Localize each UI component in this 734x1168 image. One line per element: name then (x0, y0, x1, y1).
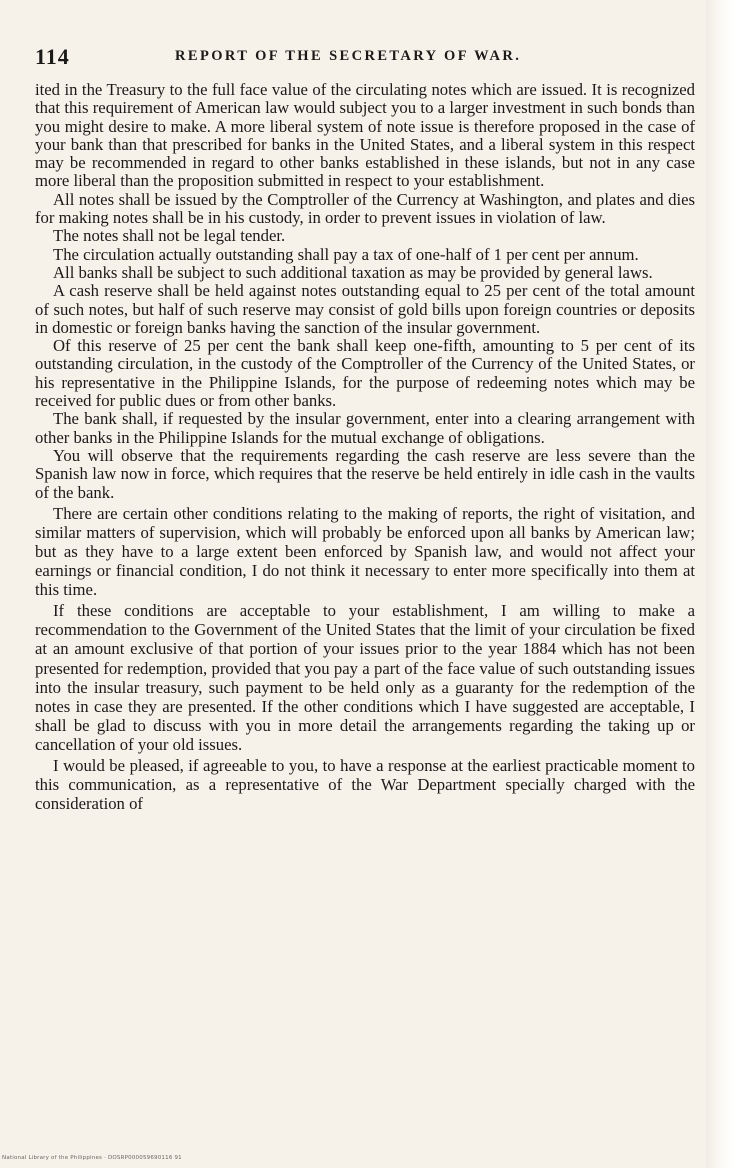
paragraph: You will observe that the requirements regarding the cash reserve are less severe than the Spanish law now in force, which requires that the reserve be held entirely in idle cash in the vaults of the bank. (35, 445, 695, 502)
page-edge (706, 0, 734, 1168)
page-header (35, 40, 690, 76)
paragraph: All notes shall be issued by the Comptroller of the Currency at Washington, and plates and dies for making notes shall be in his custody, in order to prevent issues in violation of law. (35, 189, 695, 228)
page-number: 114 (35, 44, 70, 69)
paragraph: ited in the Treasury to the full face value of the circulating notes which are issued. It is recognized that this requirement of American law would subject you to a larger investment in such bonds than you might desire to make. A more liberal system of note issue is therefore proposed in the case of your bank than that prescribed for banks in the United States, and a liberal system in this respect may be recommended in regard to other banks established in these islands, but not in any case more liberal than the proposition submitted in respect to your establishment. (35, 80, 695, 191)
paragraph: The bank shall, if requested by the insular government, enter into a clearing arrangement with other banks in the Philippine Islands for the mutual exchange of obligations. (35, 409, 695, 447)
paragraph: All banks shall be subject to such additional taxation as may be provided by general laws. (53, 262, 653, 282)
running-head: REPORT OF THE SECRETARY OF WAR. (175, 48, 522, 64)
paragraph: The circulation actually outstanding shall pay a tax of one-half of 1 per cent per annum. (53, 244, 639, 264)
body-text (35, 81, 695, 813)
paragraph: If these conditions are acceptable to your establishment, I am willing to make a recommendation to the Government of the United States that the limit of your circulation be fixed at an amount exclusive of that portion of your issues prior to the year 1884 which has not been presented for redemption, provided that you pay a part of the face value of such outstanding issues into the insular treasury, such payment to be held only as a guaranty for the redemption of the notes in case they are presented. If the other conditions which I have suggested are acceptable, I shall be glad to discuss with you in more detail the arrangements regarding the taking up or cancellation of your old issues. (35, 601, 695, 754)
paragraph: There are certain other conditions relating to the making of reports, the right of visitation, and similar matters of supervision, which will probably be enforced upon all banks by American law; but as they have to a large extent been enforced by Spanish law, and would not affect your earnings or financial condition, I do not think it necessary to enter more specifically into them at this time. (35, 503, 695, 600)
paragraph: A cash reserve shall be held against notes outstanding equal to 25 per cent of the total amount of such notes, but half of such reserve may consist of gold bills upon foreign countries or deposits in domestic or foreign banks having the sanction of the insular government. (35, 281, 695, 337)
paragraph: I would be pleased, if agreeable to you, to have a response at the earliest practicable moment to this communication, as a representative of the War Department specially charged with the consideration of (35, 756, 695, 814)
paragraph: Of this reserve of 25 per cent the bank shall keep one-fifth, amounting to 5 per cent of its outstanding circulation, in the custody of the Comptroller of the Currency of the United States, or his representative in the Philippine Islands, for the purpose of redeeming notes which may be received for public dues or from other banks. (35, 336, 695, 411)
library-watermark: National Library of the Philippines · DOSRP000059690116 91 (2, 1155, 182, 1161)
paragraph: The notes shall not be legal tender. (53, 226, 286, 246)
